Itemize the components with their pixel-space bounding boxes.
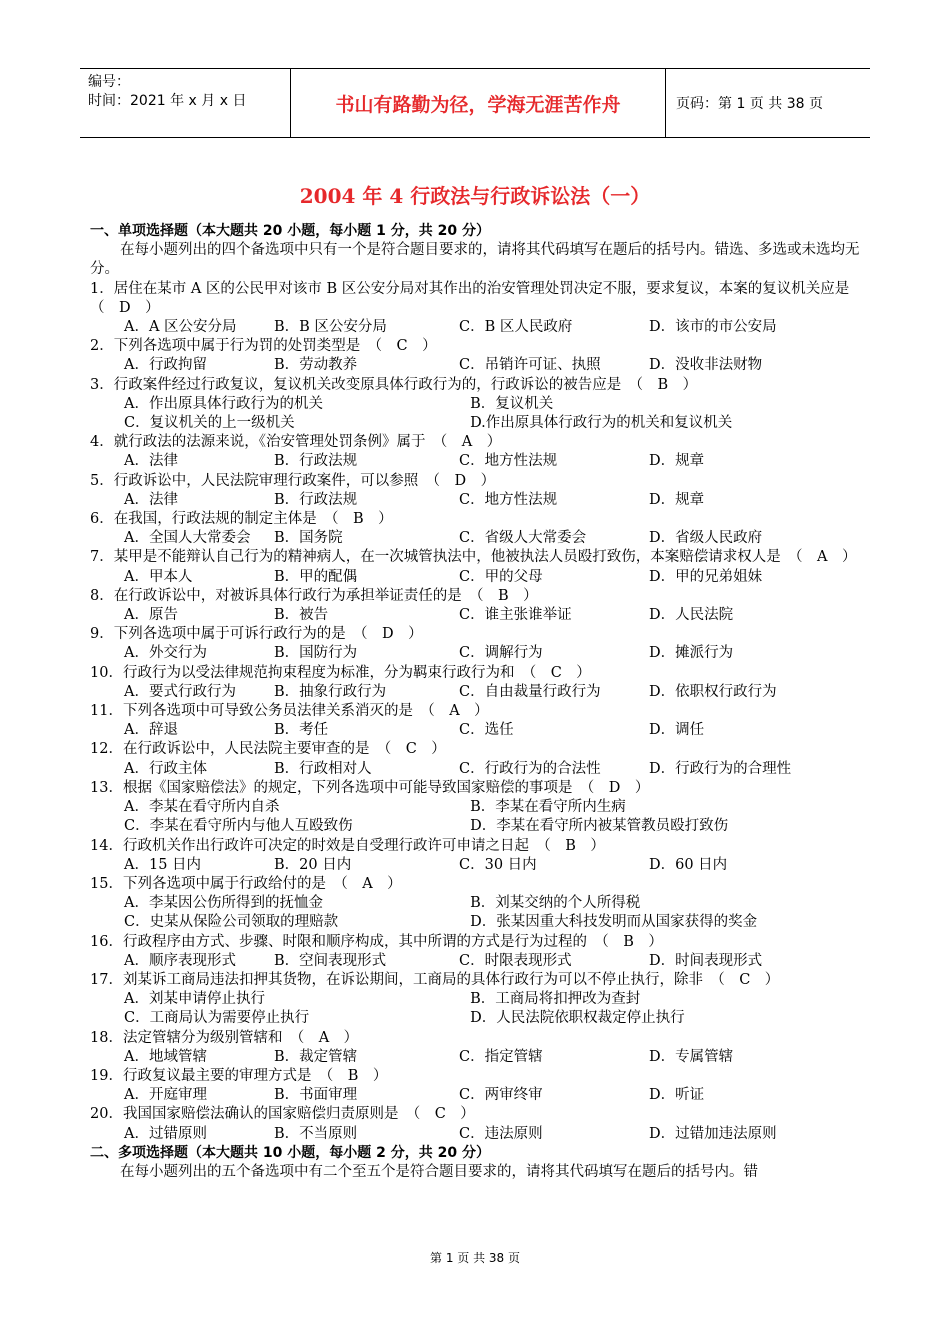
answer-option: A．辞退 [124,722,178,739]
option-row [90,414,860,433]
answer-option: A．刘某申请停止执行 [124,991,265,1008]
answer-option: C．违法原则 [459,1125,543,1142]
answer-option: A．法律 [124,453,178,470]
option-row [90,1125,860,1144]
question-item [90,779,860,837]
page-header [80,68,870,138]
answer-option: D．摊派行为 [649,645,734,662]
answer-option: C．30 日内 [459,856,537,873]
answer-option: A．原告 [124,607,178,624]
option-row [90,395,860,414]
answer-option: B．被告 [274,607,329,624]
question-list [90,280,864,1144]
answer-option: D．张某因重大科技发明而从国家获得的奖金 [470,914,758,931]
question-stem: 19．行政复议最主要的审理方式是 （ B ） [90,1067,388,1084]
answer-option: C．地方性法规 [459,491,558,508]
time-label: 时间：2021 年 x 月 x 日 [88,93,247,109]
question-item [90,510,860,548]
answer-option: A．甲本人 [124,568,193,585]
section1-heading: 一、单项选择题（本大题共 20 小题，每小题 1 分，共 20 分） [90,223,490,239]
question-stem: 12．在行政诉讼中，人民法院主要审查的是 （ C ） [90,741,446,758]
answer-option: B．抽象行政行为 [274,683,387,700]
option-row [90,356,860,375]
answer-option: A．外交行为 [124,645,207,662]
question-item [90,625,860,663]
section1-intro: 在每小题列出的四个备选项中只有一个是符合题目要求的，请将其代码填写在题后的括号内。错选、多选或未选均无分。 [90,242,860,278]
answer-option: B．裁定管辖 [274,1048,358,1065]
answer-option: B．行政相对人 [274,760,372,777]
question-item [90,740,860,778]
option-row [90,990,860,1009]
answer-option: B．甲的配偶 [274,568,358,585]
answer-option: A．法律 [124,491,178,508]
answer-option: B．书面审理 [274,1087,358,1104]
answer-option: B．国务院 [274,530,343,547]
answer-option: B．复议机关 [470,395,554,412]
option-row [90,1009,860,1028]
answer-option: C．两审终审 [459,1087,543,1104]
question-stem: 13．根据《国家赔偿法》的规定，下列各选项中可能导致国家赔偿的事项是 （ D ） [90,779,650,796]
answer-option: B．工商局将扣押改为查封 [470,991,641,1008]
answer-option: C．吊销许可证、执照 [459,357,601,374]
answer-option: D．听证 [649,1087,705,1104]
answer-option: C．李某在看守所内与他人互殴致伤 [124,818,353,835]
option-row [90,760,860,779]
question-item [90,837,860,875]
question-item [90,433,860,471]
answer-option: D．人民法院 [649,607,734,624]
answer-option: C．行政行为的合法性 [459,760,601,777]
question-item [90,472,860,510]
answer-option: B．B 区公安分局 [274,319,387,336]
answer-option: D．规章 [649,491,705,508]
answer-option: C．复议机关的上一级机关 [124,415,295,432]
header-meta [80,69,291,137]
option-row [90,644,860,663]
answer-option: A．行政拘留 [124,357,207,374]
question-stem: 4．就行政法的法源来说，《治安管理处罚条例》属于 （ A ） [90,434,502,451]
answer-option: D．该市的市公安局 [649,319,777,336]
question-stem: 10．行政行为以受法律规范拘束程度为标准，分为羁束行政行为和 （ C ） [90,664,591,681]
answer-option: C．调解行为 [459,645,543,662]
option-row [90,318,860,337]
question-item [90,1029,860,1067]
answer-option: A．过错原则 [124,1125,207,1142]
option-row [90,1086,860,1105]
question-stem: 11．下列各选项中可导致公务员法律关系消灭的是 （ A ） [90,703,489,720]
question-stem: 20．我国国家赔偿法确认的国家赔偿归责原则是 （ C ） [90,1106,475,1123]
option-row [90,529,860,548]
question-item [90,702,860,740]
question-stem: 17．刘某诉工商局违法扣押其货物，在诉讼期间，工商局的具体行政行为可以不停止执行，除非 （ C ） [90,971,780,988]
answer-option: A．李某在看守所内自杀 [124,799,280,816]
answer-option: D．没收非法财物 [649,357,763,374]
answer-option: B．李某在看守所内生病 [470,799,626,816]
answer-option: D．依职权行政行为 [649,683,777,700]
answer-option: D．时间表现形式 [649,952,763,969]
answer-option: C．地方性法规 [459,453,558,470]
question-stem: 7．某甲是不能辩认自己行为的精神病人，在一次城管执法中，他被执法人员殴打致伤，本案赔偿请求权人是 （ A ） [90,549,857,566]
answer-option: A．顺序表现形式 [124,952,236,969]
answer-option: B．行政法规 [274,453,358,470]
document-body [90,222,864,1182]
option-row [90,683,860,702]
answer-option: B．20 日内 [274,856,352,873]
option-row [90,452,860,471]
question-stem: 3．行政案件经过行政复议，复议机关改变原具体行政行为的，行政诉讼的被告应是 （ B ） [90,376,698,393]
option-row [90,894,860,913]
question-stem: 14．行政机关作出行政许可决定的时效是自受理行政许可申请之日起 （ B ） [90,837,605,854]
question-stem: 5．行政诉讼中，人民法院审理行政案件，可以参照 （ D ） [90,472,496,489]
option-row [90,721,860,740]
document-title: 2004 年 4 行政法与行政诉讼法（一） [299,184,651,208]
answer-option: D．行政行为的合理性 [649,760,792,777]
question-item [90,1105,860,1143]
header-page-info: 页码：第 1 页 共 38 页 [676,96,823,112]
option-row [90,491,860,510]
question-item [90,664,860,702]
answer-option: A．A 区公安分局 [124,319,237,336]
answer-option: A．全国人大常委会 [124,530,251,547]
answer-option: D．调任 [649,722,705,739]
option-row [90,798,860,817]
section2-heading: 二、多项选择题（本大题共 10 小题，每小题 2 分，共 20 分） [90,1144,490,1161]
answer-option: C．B 区人民政府 [459,319,573,336]
answer-option: C．工商局认为需要停止执行 [124,1010,310,1027]
answer-option: C．选任 [459,722,514,739]
answer-option: B．空间表现形式 [274,952,387,969]
option-row [90,1048,860,1067]
question-item [90,587,860,625]
answer-option: D．专属管辖 [649,1048,734,1065]
answer-option: D．甲的兄弟姐妹 [649,568,763,585]
question-item [90,971,860,1029]
answer-option: B．考任 [274,722,329,739]
question-stem: 8．在行政诉讼中，对被诉具体行政行为承担举证责任的是 （ B ） [90,587,538,604]
answer-option: C．甲的父母 [459,568,543,585]
answer-option: A．要式行政行为 [124,683,236,700]
question-stem: 18．法定管辖分为级别管辖和 （ A ） [90,1029,359,1046]
option-row [90,952,860,971]
answer-option: A．作出原具体行政行为的机关 [124,395,323,412]
answer-option: B．劳动教养 [274,357,358,374]
answer-option: B．刘某交纳的个人所得税 [470,895,641,912]
answer-option: A．行政主体 [124,760,207,777]
question-item [90,337,860,375]
number-label: 编号： [88,74,130,90]
answer-option: C．史某从保险公司领取的理赔款 [124,914,339,931]
question-stem: 2．下列各选项中属于行为罚的处罚类型是 （ C ） [90,338,437,355]
option-row [90,817,860,836]
answer-option: D．60 日内 [649,856,728,873]
answer-option: D．李某在看守所内被某管教员殴打致伤 [470,818,729,835]
question-item [90,933,860,971]
question-item [90,376,860,434]
question-item [90,1067,860,1105]
answer-option: D.作出原具体行政行为的机关和复议机关 [470,415,733,432]
answer-option: C．省级人大常委会 [459,530,587,547]
question-stem: 16．行政程序由方式、步骤、时限和顺序构成，其中所谓的方式是行为过程的 （ B ） [90,933,663,950]
option-row [90,606,860,625]
answer-option: A．开庭审理 [124,1087,207,1104]
question-stem: 15．下列各选项中属于行政给付的是 （ A ） [90,875,402,892]
question-item [90,875,860,933]
answer-option: A．李某因公伤所得到的抚恤金 [124,895,323,912]
option-row [90,913,860,932]
question-item [90,280,864,338]
answer-option: D．人民法院依职权裁定停止执行 [470,1010,685,1027]
answer-option: D．过错加违法原则 [649,1125,777,1142]
answer-option: C．时限表现形式 [459,952,572,969]
option-row [90,856,860,875]
answer-option: B．国防行为 [274,645,358,662]
question-stem: 1．居住在某市 A 区的公民甲对该市 B 区公安分局对其作出的治安管理处罚决定不服，要求复议，本案的复议机关应是 （ D ） [90,280,864,316]
question-item [90,548,860,586]
answer-option: C．谁主张谁举证 [459,607,572,624]
section2-intro: 在每小题列出的五个备选项中有二个至五个是符合题目要求的，请将其代码填写在题后的括号内。错 [120,1163,758,1180]
question-stem: 6．在我国，行政法规的制定主体是 （ B ） [90,511,393,528]
answer-option: A．地域管辖 [124,1048,207,1065]
answer-option: B．不当原则 [274,1125,358,1142]
option-row [90,568,860,587]
answer-option: C．指定管辖 [459,1048,543,1065]
header-motto: 书山有路勤为径，学海无涯苦作舟 [291,69,666,137]
answer-option: A．15 日内 [124,856,202,873]
question-stem: 9．下列各选项中属于可诉行政行为的是 （ D ） [90,626,423,643]
answer-option: D．省级人民政府 [649,530,763,547]
answer-option: D．规章 [649,453,705,470]
answer-option: C．自由裁量行政行为 [459,683,601,700]
page-footer: 第 1 页 共 38 页 [430,1251,520,1265]
answer-option: B．行政法规 [274,491,358,508]
